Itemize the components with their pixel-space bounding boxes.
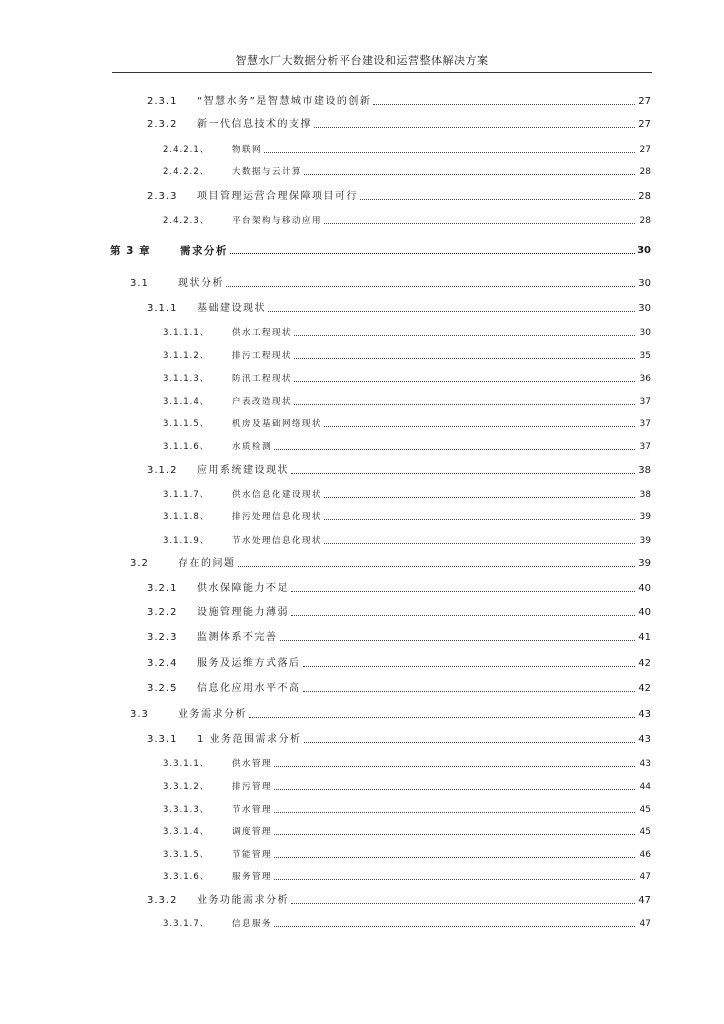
- toc-entry-page: 39: [639, 512, 651, 522]
- toc-entry-title: 排污管理: [232, 782, 273, 792]
- toc-entry-page: 43: [639, 759, 651, 769]
- toc-entry-number: 3.3.1.6、: [163, 872, 210, 882]
- toc-entry-title: 供水工程现状: [232, 328, 293, 338]
- toc-entry[interactable]: [0, 705, 651, 721]
- toc-entry-title: “智慧水务”是智慧城市建设的创新: [197, 96, 372, 107]
- toc-entry[interactable]: [0, 485, 651, 501]
- toc-entry[interactable]: [0, 461, 651, 477]
- toc-entry-title: 供水管理: [232, 759, 273, 769]
- toc-entry-number: 第 3 章: [110, 245, 151, 257]
- toc-entry-page: 37: [639, 397, 651, 407]
- toc-entry-title: 服务管理: [232, 872, 273, 882]
- toc-dot-leader: [324, 223, 635, 224]
- toc-entry-page: 45: [639, 827, 651, 837]
- toc-entry-number: 3.2.1: [147, 583, 178, 594]
- toc-entry-number: 3.3.1.5、: [163, 850, 210, 860]
- toc-entry-number: 3.1.1.1、: [163, 328, 210, 338]
- toc-entry-number: 3.3.1.1、: [163, 759, 210, 769]
- toc-entry[interactable]: [0, 891, 651, 907]
- toc-entry-title: 基础建设现状: [197, 303, 266, 314]
- toc-entry-page: 28: [639, 216, 651, 226]
- toc-entry[interactable]: [0, 369, 651, 385]
- toc-entry[interactable]: [0, 437, 651, 453]
- toc-entry-number: 3.1.1.2、: [163, 351, 210, 361]
- toc-entry-number: 3.2.3: [147, 632, 178, 643]
- toc-entry-title: 1 业务范围需求分析: [197, 734, 302, 745]
- toc-dot-leader: [373, 104, 635, 105]
- toc-entry-title: 应用系统建设现状: [197, 465, 289, 476]
- toc-entry-page: 43: [638, 709, 651, 720]
- toc-entry[interactable]: [0, 140, 651, 156]
- toc-entry-page: 30: [639, 328, 651, 338]
- toc-entry-number: 3.1.1.9、: [163, 536, 210, 546]
- toc-entry[interactable]: [0, 679, 651, 695]
- toc-dot-leader: [274, 766, 635, 767]
- page-header-title: 智慧水厂大数据分析平台建设和运营整体解决方案: [235, 54, 489, 67]
- toc-entry-page: 47: [639, 872, 651, 882]
- toc-dot-leader: [304, 742, 635, 743]
- toc-dot-leader: [294, 381, 635, 382]
- toc-entry-page: 28: [639, 167, 651, 177]
- toc-entry-number: 3.3.1: [147, 734, 178, 745]
- toc-entry-page: 27: [638, 119, 651, 130]
- toc-entry-title: 服务及运维方式落后: [197, 658, 301, 669]
- toc-entry-number: 3.1.1: [147, 303, 178, 314]
- toc-dot-leader: [294, 358, 635, 359]
- toc-entry-number: 3.3.2: [147, 895, 178, 906]
- toc-entry-page: 37: [639, 419, 651, 429]
- toc-entry[interactable]: [0, 845, 651, 861]
- toc-dot-leader: [274, 926, 635, 927]
- toc-entry-number: 2.3.2: [147, 119, 178, 130]
- toc-entry-page: 41: [638, 632, 651, 643]
- toc-entry[interactable]: [0, 603, 651, 619]
- toc-dot-leader: [324, 497, 635, 498]
- toc-dot-leader: [274, 879, 635, 880]
- toc-entry[interactable]: [0, 392, 651, 408]
- toc-entry-page: 47: [638, 895, 651, 906]
- toc-entry-number: 3.3.1.2、: [163, 782, 210, 792]
- toc-entry-page: 37: [639, 442, 651, 452]
- toc-entry-title: 户表改造现状: [232, 397, 293, 407]
- toc-entry-page: 30: [638, 303, 651, 314]
- toc-dot-leader: [324, 426, 635, 427]
- toc-entry-title: 项目管理运营合理保障项目可行: [197, 191, 358, 202]
- toc-entry[interactable]: [0, 754, 651, 770]
- toc-dot-leader: [238, 566, 636, 567]
- toc-entry-number: 3.2.4: [147, 658, 178, 669]
- toc-entry[interactable]: [0, 211, 651, 227]
- toc-dot-leader: [360, 199, 635, 200]
- toc-entry-number: 3.1.1.6、: [163, 442, 210, 452]
- toc-entry-title: 防汛工程现状: [232, 374, 293, 384]
- toc-entry-number: 3.2.2: [147, 607, 178, 618]
- toc-entry[interactable]: [0, 654, 651, 670]
- toc-entry-number: 3.2: [130, 558, 149, 569]
- toc-entry-title: 物联网: [232, 145, 263, 155]
- toc-entry-title: 供水保障能力不足: [197, 583, 289, 594]
- toc-entry-number: 2.3.1: [147, 96, 178, 107]
- toc-entry-page: 30: [638, 278, 651, 289]
- toc-dot-leader: [280, 640, 636, 641]
- toc-entry-number: 3.1.1.4、: [163, 397, 210, 407]
- toc-entry-page: 28: [638, 191, 651, 202]
- toc-dot-leader: [324, 543, 635, 544]
- toc-entry[interactable]: [0, 187, 651, 203]
- toc-entry[interactable]: [0, 323, 651, 339]
- toc-entry-page: 39: [638, 558, 651, 569]
- toc-entry-title: 信息服务: [232, 919, 273, 929]
- toc-entry-title: 节能管理: [232, 850, 273, 860]
- toc-entry-page: 45: [639, 805, 651, 815]
- toc-entry-title: 业务功能需求分析: [197, 895, 289, 906]
- toc-entry-title: 水质检测: [232, 442, 273, 452]
- toc-entry-number: 3.2.5: [147, 683, 178, 694]
- toc-dot-leader: [268, 311, 635, 312]
- toc-entry-number: 3.1.1.8、: [163, 512, 210, 522]
- toc-entry-page: 40: [638, 607, 651, 618]
- toc-entry[interactable]: [0, 346, 651, 362]
- toc-dot-leader: [303, 691, 636, 692]
- toc-entry-page: 30: [637, 245, 651, 256]
- toc-dot-leader: [291, 473, 635, 474]
- toc-entry-page: 47: [639, 919, 651, 929]
- toc-entry-number: 2.3.3: [147, 191, 178, 202]
- toc-entry-title: 大数据与云计算: [232, 167, 303, 177]
- toc-dot-leader: [274, 812, 635, 813]
- toc-dot-leader: [264, 152, 635, 153]
- toc-dot-leader: [294, 335, 635, 336]
- toc-entry-title: 机房及基础网络现状: [232, 419, 323, 429]
- toc-entry-number: 3.3.1.7、: [163, 919, 210, 929]
- toc-entry-title: 需求分析: [180, 245, 228, 257]
- toc-entry[interactable]: [0, 241, 651, 257]
- toc-entry-title: 供水信息化建设现状: [232, 490, 323, 500]
- toc-entry-page: 38: [639, 490, 651, 500]
- toc-entry-title: 新一代信息技术的支撑: [197, 119, 312, 130]
- toc-entry-page: 38: [638, 465, 651, 476]
- toc-dot-leader: [274, 834, 635, 835]
- toc-entry-number: 3.3.1.4、: [163, 827, 210, 837]
- toc-entry-title: 调度管理: [232, 827, 273, 837]
- toc-entry-number: 3.1.1.5、: [163, 419, 210, 429]
- toc-entry[interactable]: [0, 800, 651, 816]
- toc-entry-title: 平台架构与移动应用: [232, 216, 323, 226]
- toc-entry-number: 3.3.1.3、: [163, 805, 210, 815]
- toc-dot-leader: [291, 591, 635, 592]
- toc-entry-page: 46: [639, 850, 651, 860]
- toc-entry[interactable]: [0, 414, 651, 430]
- toc-entry[interactable]: [0, 115, 651, 131]
- toc-dot-leader: [249, 717, 635, 718]
- toc-entry-page: 40: [638, 583, 651, 594]
- toc-dot-leader: [226, 286, 635, 287]
- toc-dot-leader: [230, 253, 635, 254]
- toc-dot-leader: [274, 789, 635, 790]
- toc-entry[interactable]: [0, 730, 651, 746]
- toc-entry[interactable]: [0, 628, 651, 644]
- toc-dot-leader: [274, 857, 635, 858]
- toc-entry-title: 信息化应用水平不高: [197, 683, 301, 694]
- toc-entry-title: 排污处理信息化现状: [232, 512, 323, 522]
- toc-entry[interactable]: [0, 299, 651, 315]
- toc-entry[interactable]: [0, 507, 651, 523]
- toc-dot-leader: [324, 519, 635, 520]
- toc-entry-number: 3.1.1.7、: [163, 490, 210, 500]
- toc-entry-page: 43: [638, 734, 651, 745]
- toc-entry-page: 27: [639, 145, 651, 155]
- toc-entry-title: 业务需求分析: [178, 709, 247, 720]
- toc-entry-number: 3.1.1.3、: [163, 374, 210, 384]
- toc-entry[interactable]: [0, 822, 651, 838]
- toc-entry[interactable]: [0, 92, 651, 108]
- toc-entry-title: 排污工程现状: [232, 351, 293, 361]
- toc-entry[interactable]: [0, 274, 651, 290]
- toc-entry[interactable]: [0, 554, 651, 570]
- toc-dot-leader: [274, 449, 635, 450]
- toc-dot-leader: [304, 174, 635, 175]
- toc-entry-page: 42: [638, 683, 651, 694]
- toc-entry-number: 3.3: [130, 709, 149, 720]
- toc-entry[interactable]: [0, 867, 651, 883]
- toc-entry-page: 27: [638, 96, 651, 107]
- toc-entry-title: 存在的问题: [178, 558, 236, 569]
- toc-entry[interactable]: [0, 777, 651, 793]
- toc-entry[interactable]: [0, 579, 651, 595]
- toc-dot-leader: [294, 404, 635, 405]
- toc-entry-page: 35: [639, 351, 651, 361]
- toc-entry-number: 3.1: [130, 278, 149, 289]
- toc-dot-leader: [303, 666, 636, 667]
- toc-entry-number: 2.4.2.3、: [163, 216, 210, 226]
- toc-entry-number: 2.4.2.1、: [163, 145, 210, 155]
- toc-entry-title: 节水处理信息化现状: [232, 536, 323, 546]
- toc-entry-title: 设施管理能力薄弱: [197, 607, 289, 618]
- toc-entry-page: 42: [638, 658, 651, 669]
- toc-entry-page: 44: [639, 782, 651, 792]
- toc-dot-leader: [291, 615, 635, 616]
- toc-dot-leader: [291, 903, 635, 904]
- toc-entry[interactable]: [0, 531, 651, 547]
- toc-entry-title: 现状分析: [178, 278, 224, 289]
- toc-entry-page: 36: [639, 374, 651, 384]
- toc-entry-title: 监测体系不完善: [197, 632, 278, 643]
- toc-entry-title: 节水管理: [232, 805, 273, 815]
- toc-entry[interactable]: [0, 162, 651, 178]
- toc-entry-number: 2.4.2.2、: [163, 167, 210, 177]
- toc-entry[interactable]: [0, 914, 651, 930]
- toc-entry-page: 39: [639, 536, 651, 546]
- toc-entry-number: 3.1.2: [147, 465, 178, 476]
- toc-dot-leader: [314, 127, 635, 128]
